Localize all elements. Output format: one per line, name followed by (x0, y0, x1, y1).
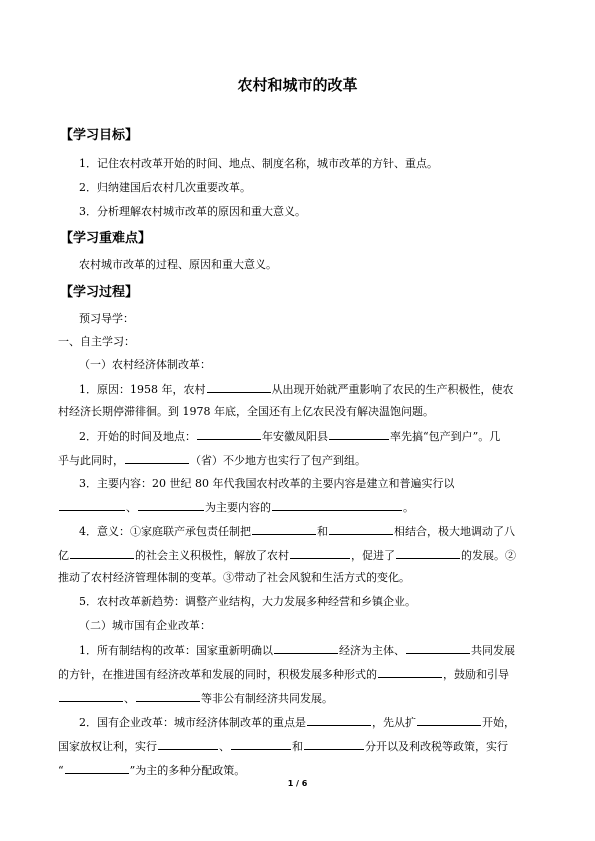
u1-line2 (58, 665, 509, 684)
q1-text: 从出现开始就严重影响了农民的生产积极性，使农 (271, 383, 514, 396)
q5-line: 5．农村改革新趋势：调整产业结构，大力发展多种经营和乡镇企业。 (79, 595, 416, 608)
q1-text: 1．原因：1958 年，农村 (79, 383, 206, 396)
answer-blank[interactable] (138, 498, 204, 511)
answer-blank[interactable] (304, 737, 364, 750)
q4-line1 (79, 522, 515, 541)
answer-blank[interactable] (378, 665, 442, 678)
answer-blank[interactable] (70, 546, 134, 559)
u1-text: 等非公有制经济共同发展。 (201, 692, 333, 705)
page-number: 1 / 6 (287, 779, 308, 788)
u2-text: “ (58, 764, 64, 777)
u1-text: 的方针，在推进国有经济改革和发展的同时，积极发展多种形式的 (58, 668, 377, 681)
u2-text: ”为主的多种分配政策。 (129, 764, 246, 777)
u2-text: 开始， (482, 716, 515, 729)
u1-text: 经济为主体、 (339, 644, 405, 657)
q3-line1: 3．主要内容：20 世纪 80 年代我国农村改革的主要内容是建立和普遍实行以 (79, 477, 455, 490)
answer-blank[interactable] (417, 713, 481, 726)
u1-text: 、 (124, 692, 135, 705)
q4-text: 的社会主义积极性，解放了农村 (135, 549, 289, 562)
answer-blank[interactable] (329, 427, 389, 440)
u2-line3 (58, 761, 245, 780)
q2-text: （省）不少地方也实行了包产到组。 (190, 454, 366, 467)
answer-blank[interactable] (396, 546, 460, 559)
q2-text: 年安徽凤阳县 (262, 430, 328, 443)
u2-text: 、 (219, 740, 230, 753)
q4-line3: 推动了农村经济管理体制的变革。③带动了社会风貌和生活方式的变化。 (58, 571, 410, 584)
u2-text: 和 (292, 740, 303, 753)
q4-text: 和 (317, 525, 328, 538)
answer-blank[interactable] (136, 689, 200, 702)
subsection-rural-title: （一）农村经济体制改革： (79, 358, 211, 371)
answer-blank[interactable] (59, 498, 125, 511)
u2-text: 国家放权让利，实行 (58, 740, 157, 753)
heading-goals: 【学习目标】 (60, 128, 139, 143)
answer-blank[interactable] (406, 641, 470, 654)
u2-line2 (58, 737, 508, 756)
goal-item: 3．分析理解农村城市改革的原因和重大意义。 (79, 205, 306, 218)
answer-blank[interactable] (158, 737, 218, 750)
q2-text: 2．开始的时间及地点： (79, 430, 196, 443)
answer-blank[interactable] (197, 427, 261, 440)
q3-text: 为主要内容的 (205, 501, 271, 514)
section1-title: 一、自主学习： (58, 335, 135, 348)
q2-line2 (58, 451, 366, 470)
u1-line1 (79, 641, 515, 660)
q1-line1 (79, 380, 514, 399)
u2-text: 分开以及利改税等政策，实行 (365, 740, 508, 753)
answer-blank[interactable] (65, 761, 129, 774)
q2-line1 (79, 427, 500, 446)
q4-text: 亿 (58, 549, 69, 562)
q4-text: 的发展。② (461, 549, 516, 562)
q4-line2 (58, 546, 516, 565)
answer-blank[interactable] (274, 641, 338, 654)
u1-text: 1．所有制结构的改革：国家重新明确以 (79, 644, 273, 657)
answer-blank[interactable] (125, 451, 189, 464)
u2-text: ，先从扩 (372, 716, 416, 729)
q3-line2 (58, 498, 414, 517)
answer-blank[interactable] (272, 498, 402, 511)
q4-text: 4．意义：①家庭联产承包责任制把 (79, 525, 251, 538)
q3-text: 。 (403, 501, 414, 514)
goal-item: 2．归纳建国后农村几次重要改革。 (79, 181, 251, 194)
u2-line1 (79, 713, 515, 732)
page-title: 农村和城市的改革 (237, 76, 358, 94)
q3-text: 、 (126, 501, 137, 514)
preview-label: 预习导学： (79, 312, 134, 325)
u1-line3 (58, 689, 333, 708)
heading-process: 【学习过程】 (60, 285, 139, 300)
u1-text: 共同发展 (471, 644, 515, 657)
goal-item: 1．记住农村改革开始的时间、地点、制度名称，城市改革的方针、重点。 (79, 157, 438, 170)
heading-key-points: 【学习重难点】 (60, 231, 152, 246)
q4-text: 相结合，极大地调动了八 (394, 525, 515, 538)
answer-blank[interactable] (290, 546, 350, 559)
u2-text: 2．国有企业改革：城市经济体制改革的重点是 (79, 716, 306, 729)
q2-text: 率先搞“包产到户”。几 (390, 430, 501, 443)
q4-text: ，促进了 (351, 549, 395, 562)
q2-text: 乎与此同时， (58, 454, 124, 467)
q1-line2: 村经济长期停滞徘徊。到 1978 年底，全国还有上亿农民没有解决温饱问题。 (58, 405, 434, 418)
u1-text: ，鼓励和引导 (443, 668, 509, 681)
subsection-urban-title: （二）城市国有企业改革： (79, 619, 211, 632)
answer-blank[interactable] (329, 522, 393, 535)
answer-blank[interactable] (59, 689, 123, 702)
answer-blank[interactable] (207, 380, 271, 393)
key-points-text: 农村城市改革的过程、原因和重大意义。 (79, 258, 277, 271)
answer-blank[interactable] (307, 713, 371, 726)
answer-blank[interactable] (231, 737, 291, 750)
answer-blank[interactable] (252, 522, 316, 535)
